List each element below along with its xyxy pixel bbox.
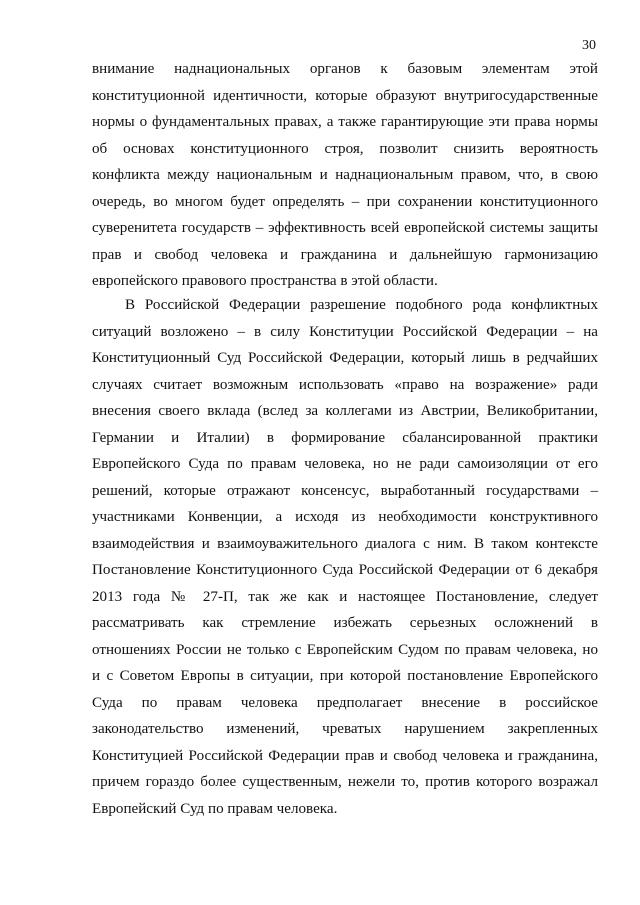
text-line: внимание наднациональных органов к базовым элементам этой: [92, 61, 598, 77]
text-line: прав и свобод человека и гражданина и дальнейшую гармонизацию: [92, 246, 598, 263]
paragraph-1: [92, 56, 598, 295]
text-line: Суда по правам человека предполагает внесение в российское: [92, 694, 598, 711]
text-line: Конституцией Российской Федерации прав и свобод человека и гражданина,: [92, 747, 598, 764]
text-line: нормы о фундаментальных правах, а также гарантирующие эти права нормы: [92, 114, 598, 130]
text-line: очередь, во многом будет определять – при сохранении конституционного: [92, 193, 598, 210]
text-line: В Российской Федерации разрешение подобного рода конфликтных: [125, 297, 598, 313]
text-line: решений, которые отражают консенсус, выработанный государствами –: [92, 482, 598, 499]
text-line: суверенитета государств – эффективность всей европейской системы защиты: [92, 220, 598, 236]
text-line: Германии и Италии) в формирование сбалансированной практики: [92, 429, 598, 446]
text-line: об основах конституционного строя, позволит снизить вероятность: [92, 140, 598, 157]
text-line: участниками Конвенции, а исходя из необходимости конструктивного: [92, 509, 598, 525]
text-line: и с Советом Европы в ситуации, при которой постановление Европейского: [92, 668, 598, 684]
text-line: конституционной идентичности, которые образуют внутригосударственные: [92, 87, 598, 104]
text-line: причем гораздо более существенным, нежели то, против которого возражал: [92, 774, 598, 790]
text-line: Европейский Суд по правам человека.: [92, 800, 338, 817]
text-line: Постановление Конституционного Суда Российской Федерации от 6 декабря: [92, 562, 598, 578]
text-line: европейского правового пространства в этой области.: [92, 273, 438, 289]
text-line: ситуаций возложено – в силу Конституции Российской Федерации – на: [92, 323, 598, 340]
text-line: взаимодействия и взаимоуважительного диалога с ним. В таком контексте: [92, 535, 598, 552]
text-line: случаях считает возможным использовать «право на возражение» ради: [92, 376, 598, 393]
text-line: отношениях России не только с Европейским Судом по правам человека, но: [92, 641, 598, 658]
page-number: 30: [582, 38, 596, 53]
paragraph-2: [92, 292, 598, 822]
text-line: 2013 года № 27-П, так же как и настоящее Постановление, следует: [92, 588, 598, 605]
text-line: Конституционный Суд Российской Федерации, который лишь в редчайших: [92, 350, 598, 366]
text-line: рассматривать как стремление избежать серьезных осложнений в: [92, 615, 598, 631]
text-line: законодательство изменений, чреватых нарушением закрепленных: [92, 721, 598, 737]
text-line: внесения своего вклада (вслед за коллегами из Австрии, Великобритании,: [92, 403, 598, 419]
text-line: конфликта между национальным и наднациональным правом, что, в свою: [92, 167, 598, 183]
text-line: Европейского Суда по правам человека, но не ради самоизоляции от его: [92, 456, 598, 472]
